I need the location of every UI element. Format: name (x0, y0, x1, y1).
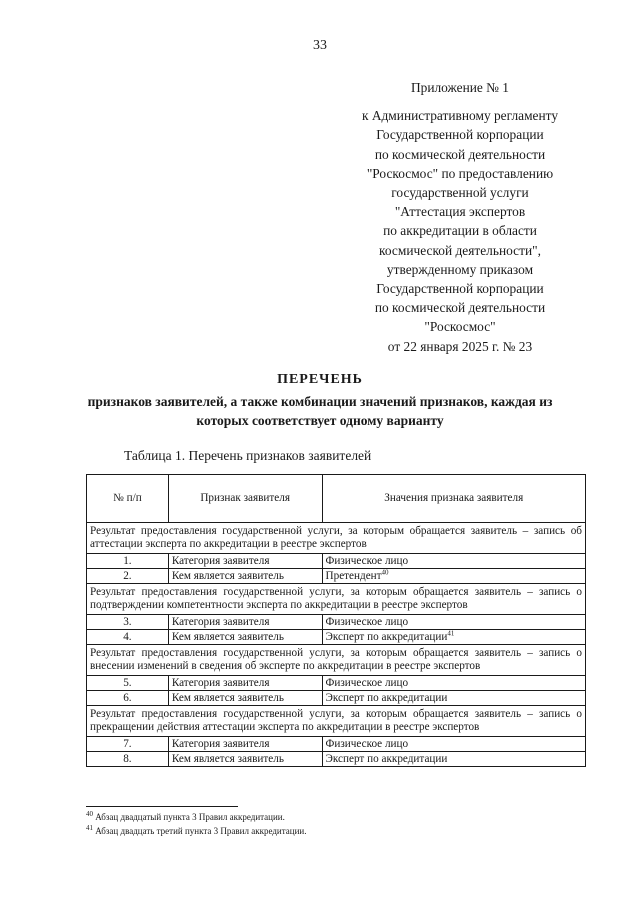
appendix-line: "Аттестация экспертов (394, 204, 526, 220)
section-title: Результат предоставления государственной услуги, за которым обращается заявитель – запись о прекращении действия аттестации эксперта по аккредитации в реестре экспертов (87, 706, 586, 737)
appendix-line: утвержденному приказом (386, 261, 534, 277)
footnote-mark: 41 (86, 824, 93, 832)
row-value: Эксперт по аккредитации (325, 630, 448, 643)
section-row (87, 584, 586, 615)
section-row (87, 706, 586, 737)
row-value-cell (322, 737, 585, 752)
section-row (87, 523, 586, 554)
row-number: 8. (87, 752, 169, 767)
table-header-row (87, 475, 586, 523)
appendix-line: по аккредитации в области (383, 223, 537, 239)
appendix-line: Государственной корпорации (376, 127, 544, 143)
table-caption: Таблица 1. Перечень признаков заявителей (124, 448, 372, 463)
table-row (87, 691, 586, 706)
page-number: 33 (313, 38, 327, 53)
row-number: 7. (87, 737, 169, 752)
appendix-line: по космической деятельности (374, 146, 546, 162)
appendix-line: "Роскосмос" (424, 319, 496, 335)
appendix-line: государственной услуги (391, 185, 529, 201)
row-sign: Кем является заявитель (168, 569, 322, 584)
table-row (87, 569, 586, 584)
row-sign: Категория заявителя (168, 615, 322, 630)
appendix-block (340, 78, 580, 356)
row-value: Физическое лицо (325, 737, 409, 750)
appendix-line: по космической деятельности (374, 300, 546, 316)
table-row (87, 554, 586, 569)
row-value-cell (322, 615, 585, 630)
table-row (87, 752, 586, 767)
footnote-ref: 41 (447, 628, 455, 637)
header-value: Значения признака заявителя (322, 475, 585, 523)
row-sign: Категория заявителя (168, 737, 322, 752)
applicant-signs-table (86, 474, 586, 767)
table-row (87, 676, 586, 691)
row-value-cell (322, 676, 585, 691)
footnote (86, 826, 306, 836)
row-value-cell (322, 630, 585, 645)
row-value: Физическое лицо (325, 554, 409, 567)
row-number: 3. (87, 615, 169, 630)
row-value-cell (322, 569, 585, 584)
appendix-line: "Роскосмос" по предоставлению (366, 165, 554, 181)
footnote-ref: 40 (381, 567, 389, 576)
row-number: 6. (87, 691, 169, 706)
table-row (87, 615, 586, 630)
document-heading: ПЕРЕЧЕНЬ (277, 372, 363, 387)
section-row (87, 645, 586, 676)
footnote (86, 812, 285, 822)
appendix-line: от 22 января 2025 г. № 23 (387, 338, 533, 354)
appendix-line: космической деятельности", (379, 242, 541, 258)
appendix-line: к Административному регламенту (361, 108, 559, 124)
row-number: 1. (87, 554, 169, 569)
section-title: Результат предоставления государственной услуги, за которым обращается заявитель – запись об аттестации эксперта по аккредитации в реестре экспертов (87, 523, 586, 554)
header-sign: Признак заявителя (168, 475, 322, 523)
header-number: № п/п (87, 475, 169, 523)
row-sign: Категория заявителя (168, 676, 322, 691)
section-title: Результат предоставления государственной услуги, за которым обращается заявитель – запись о подтверждении компетентности эксперта по аккредитации в реестре экспертов (87, 584, 586, 615)
footnote-text: Абзац двадцать третий пункта 3 Правил аккредитации. (93, 826, 307, 836)
row-number: 4. (87, 630, 169, 645)
row-number: 2. (87, 569, 169, 584)
document-subheading: признаков заявителей, а также комбинации значений признаков, каждая из которых соответствует одному варианту (87, 394, 553, 428)
row-sign: Кем является заявитель (168, 752, 322, 767)
row-sign: Кем является заявитель (168, 630, 322, 645)
footnote-divider (86, 806, 238, 807)
row-value: Претендент (325, 569, 382, 582)
row-value-cell (322, 752, 585, 767)
row-value: Физическое лицо (325, 676, 409, 689)
row-sign: Категория заявителя (168, 554, 322, 569)
table-row (87, 737, 586, 752)
footnote-mark: 40 (86, 810, 93, 818)
table-row (87, 630, 586, 645)
row-number: 5. (87, 676, 169, 691)
row-value: Эксперт по аккредитации (325, 691, 448, 704)
appendix-line: Государственной корпорации (376, 281, 544, 297)
row-value: Эксперт по аккредитации (325, 752, 448, 765)
row-value-cell (322, 554, 585, 569)
row-value: Физическое лицо (325, 615, 409, 628)
row-sign: Кем является заявитель (168, 691, 322, 706)
appendix-title: Приложение № 1 (410, 80, 510, 95)
section-title: Результат предоставления государственной услуги, за которым обращается заявитель – запись о внесении изменений в сведения об эксперте по аккредитации в реестре экспертов (87, 645, 586, 676)
row-value-cell (322, 691, 585, 706)
footnote-text: Абзац двадцатый пункта 3 Правил аккредитации. (93, 812, 285, 822)
